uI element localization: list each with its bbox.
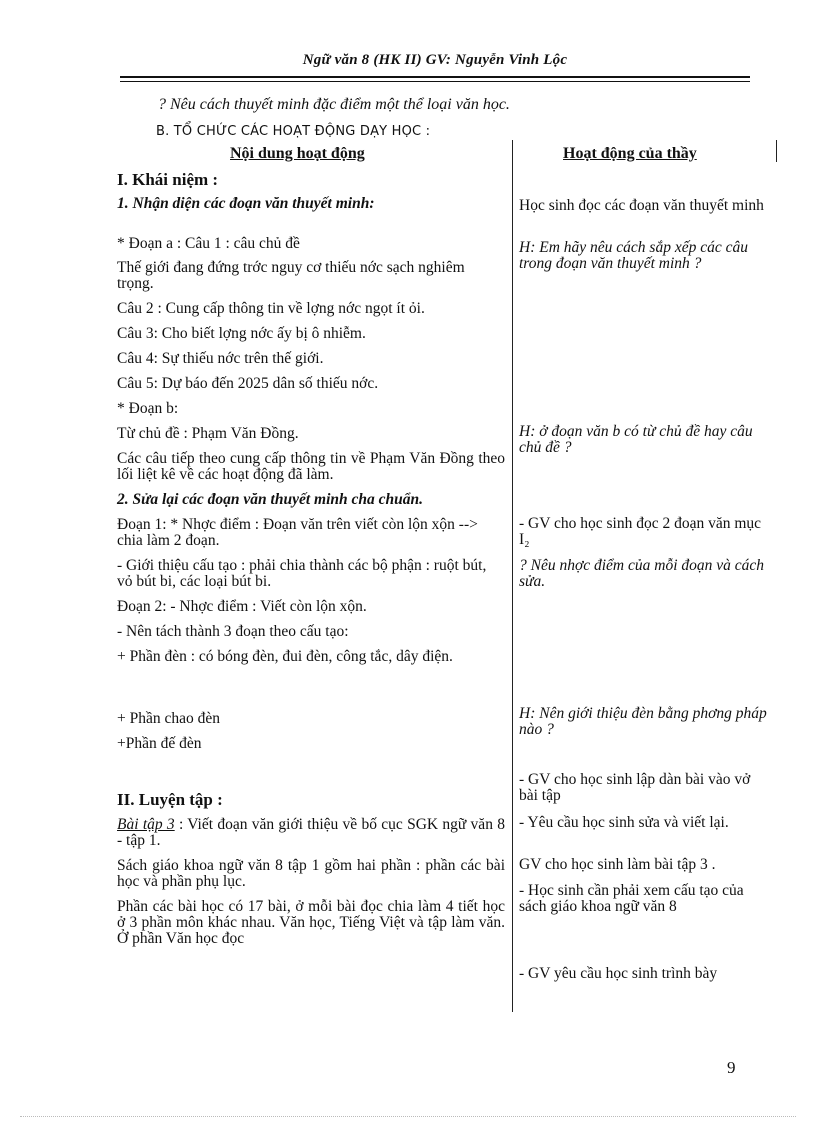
cau-2: Câu 2 : Cung cấp thông tin về lợng nớc ngọt ít ỏi. [117,300,425,317]
header-rule-thick [120,76,750,78]
doan-a: * Đoạn a : Câu 1 : câu chủ đề [117,235,300,252]
left-column-heading: Nội dung hoạt động [230,145,365,162]
right-r8: - Yêu cầu học sinh sửa và viết lại. [519,814,729,831]
doan-2: Đoạn 2: - Nhợc điểm : Viết còn lộn xộn. [117,598,367,615]
heading-khai-niem: I. Khái niệm : [117,170,219,189]
nen-tach: - Nên tách thành 3 đoạn theo cấu tạo: [117,623,349,640]
header-rule-thin [120,81,750,82]
page-bottom-dotted-line [20,1116,796,1117]
right-r1: Học sinh đọc các đoạn văn thuyết minh [519,197,764,214]
right-r2: H: Em hãy nêu cách sắp xếp các câu trong đoạn văn thuyết minh ? [519,239,748,272]
cac-cau-tiep-theo: Các câu tiếp theo cung cấp thông tin về Phạm Văn Đồng theo lối liệt kê về các hoạt động đã làm. [117,450,505,483]
bai-tap-3-label: Bài tập 3 [117,816,175,833]
cau-3: Câu 3: Cho biết lợng nớc ấy bị ô nhiễm. [117,325,366,342]
page-header: Ngữ văn 8 (HK II) GV: Nguyễn Vinh Lộc [302,52,568,68]
heading-luyen-tap: II. Luyện tập : [117,790,223,809]
left-column [117,172,505,956]
doan-b: * Đoạn b: [117,400,179,417]
intro-question: ? Nêu cách thuyết minh đặc điểm một thể loại văn học. [158,96,510,113]
right-r7: - GV cho học sinh lập dàn bài vào vở bài tập [519,771,751,804]
phan-chao-den: + Phần chao đèn [117,710,221,727]
bai-tap-3 [117,817,505,849]
cau-4: Câu 4: Sự thiếu nớc trên thế giới. [117,350,324,367]
column-divider [512,140,513,1012]
right-column-heading: Hoạt động của thầy [563,145,697,162]
phan-cac-bai-hoc: Phần các bài học có 17 bài, ở mỗi bài đọc chia làm 4 tiết học ở 3 phần môn khác nhau. Văn học, Tiếng Việt và tập làm văn. Ở phần Văn học đọc [117,898,505,947]
right-edge-mark [776,140,777,162]
right-r11: - GV yêu cầu học sinh trình bày [519,965,718,982]
heading-nhan-dien: 1. Nhận diện các đoạn văn thuyết minh: [117,195,375,212]
section-b-heading: B. TỔ CHỨC CÁC HOẠT ĐỘNG DẠY HỌC : [156,124,431,139]
tu-chu-de: Từ chủ đề : Phạm Văn Đồng. [117,425,299,442]
right-r3: H: ở đoạn văn b có từ chủ đề hay câu chủ đề ? [519,423,753,456]
heading-sua-lai: 2. Sửa lại các đoạn văn thuyết minh cha chuẩn. [117,491,423,508]
page-number: 9 [727,1058,736,1077]
bai-tap-3-text: : Viết đoạn văn giới thiệu về bố cục SGK ngữ văn 8 - tập 1. [117,816,505,849]
phan-de-den: +Phần đế đèn [117,735,202,752]
right-r6: H: Nên giới thiệu đèn bằng phơng pháp nào ? [519,705,767,738]
phan-den: + Phần đèn : có bóng đèn, đui đèn, công tắc, dây điện. [117,648,453,665]
doan-1: Đoạn 1: * Nhợc điểm : Đoạn văn trên viết còn lộn xộn --> chia làm 2 đoạn. [117,516,478,549]
right-r5: ? Nêu nhợc điểm của mỗi đoạn và cách sửa. [519,557,765,590]
gioi-thieu-cau-tao: - Giới thiệu cấu tạo : phải chia thành các bộ phận : ruột bút, vỏ bút bi, các loại bút bi. [117,557,487,590]
sach-giao-khoa: Sách giáo khoa ngữ văn 8 tập 1 gồm hai phần : phần các bài học và phần phụ lục. [117,857,505,890]
right-r4: - GV cho học sinh đọc 2 đoạn văn mục I₂ [519,515,762,548]
doan-a-text: Thế giới đang đứng trớc nguy cơ thiếu nớc sạch nghiêm trọng. [117,259,465,292]
cau-5: Câu 5: Dự báo đến 2025 dân số thiếu nớc. [117,375,379,392]
right-r10: - Học sinh cần phải xem cấu tạo của sách giáo khoa ngữ văn 8 [519,882,744,915]
right-r9: GV cho học sinh làm bài tập 3 . [519,856,716,873]
